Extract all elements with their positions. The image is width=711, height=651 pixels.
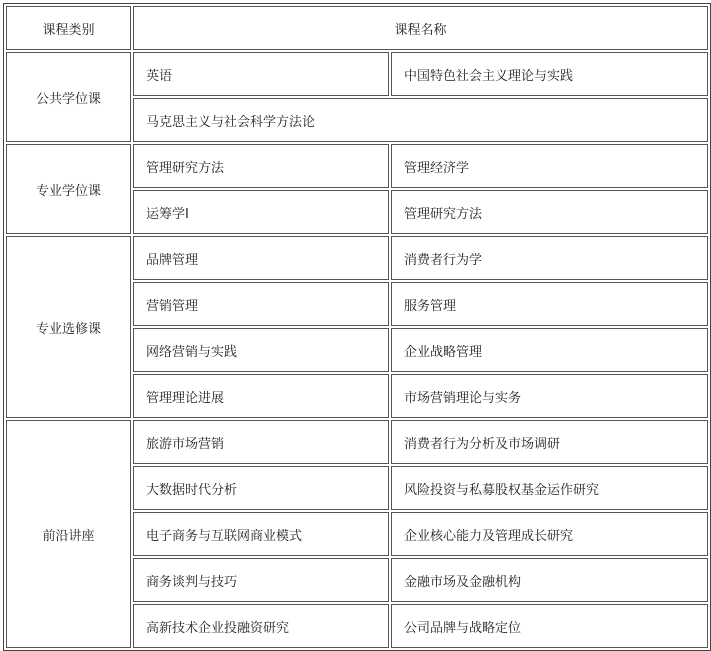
course-name-cell: 中国特色社会主义理论与实践 [391, 52, 708, 96]
course-name-cell: 消费者行为学 [391, 236, 708, 280]
table-row [6, 144, 708, 188]
course-name-cell: 旅游市场营销 [133, 420, 389, 464]
course-name-cell: 管理经济学 [391, 144, 708, 188]
course-name-cell: 品牌管理 [133, 236, 389, 280]
course-name-cell: 商务谈判与技巧 [133, 558, 389, 602]
course-name-cell: 马克思主义与社会科学方法论 [133, 98, 708, 142]
course-category-cell: 前沿讲座 [6, 420, 131, 648]
course-name-cell: 高新技术企业投融资研究 [133, 604, 389, 648]
course-name-cell: 英语 [133, 52, 389, 96]
course-name-cell: 消费者行为分析及市场调研 [391, 420, 708, 464]
course-category-cell: 专业选修课 [6, 236, 131, 418]
course-name-cell: 大数据时代分析 [133, 466, 389, 510]
header-row [6, 6, 708, 50]
course-category-cell: 公共学位课 [6, 52, 131, 142]
header-category: 课程类别 [6, 6, 131, 50]
course-name-cell: 企业战略管理 [391, 328, 708, 372]
table-row [6, 420, 708, 464]
course-name-cell: 电子商务与互联网商业模式 [133, 512, 389, 556]
course-name-cell: 管理研究方法 [391, 190, 708, 234]
course-name-cell: 企业核心能力及管理成长研究 [391, 512, 708, 556]
course-name-cell: 服务管理 [391, 282, 708, 326]
course-name-cell: 管理理论进展 [133, 374, 389, 418]
course-name-cell: 网络营销与实践 [133, 328, 389, 372]
course-name-cell: 公司品牌与战略定位 [391, 604, 708, 648]
table-row [6, 52, 708, 96]
course-name-cell: 风险投资与私募股权基金运作研究 [391, 466, 708, 510]
course-name-cell: 管理研究方法 [133, 144, 389, 188]
course-name-cell: 金融市场及金融机构 [391, 558, 708, 602]
table-row [6, 236, 708, 280]
course-category-cell: 专业学位课 [6, 144, 131, 234]
course-name-cell: 市场营销理论与实务 [391, 374, 708, 418]
curriculum-table [3, 3, 711, 651]
header-course-name: 课程名称 [133, 6, 708, 50]
course-name-cell: 运筹学I [133, 190, 389, 234]
course-name-cell: 营销管理 [133, 282, 389, 326]
